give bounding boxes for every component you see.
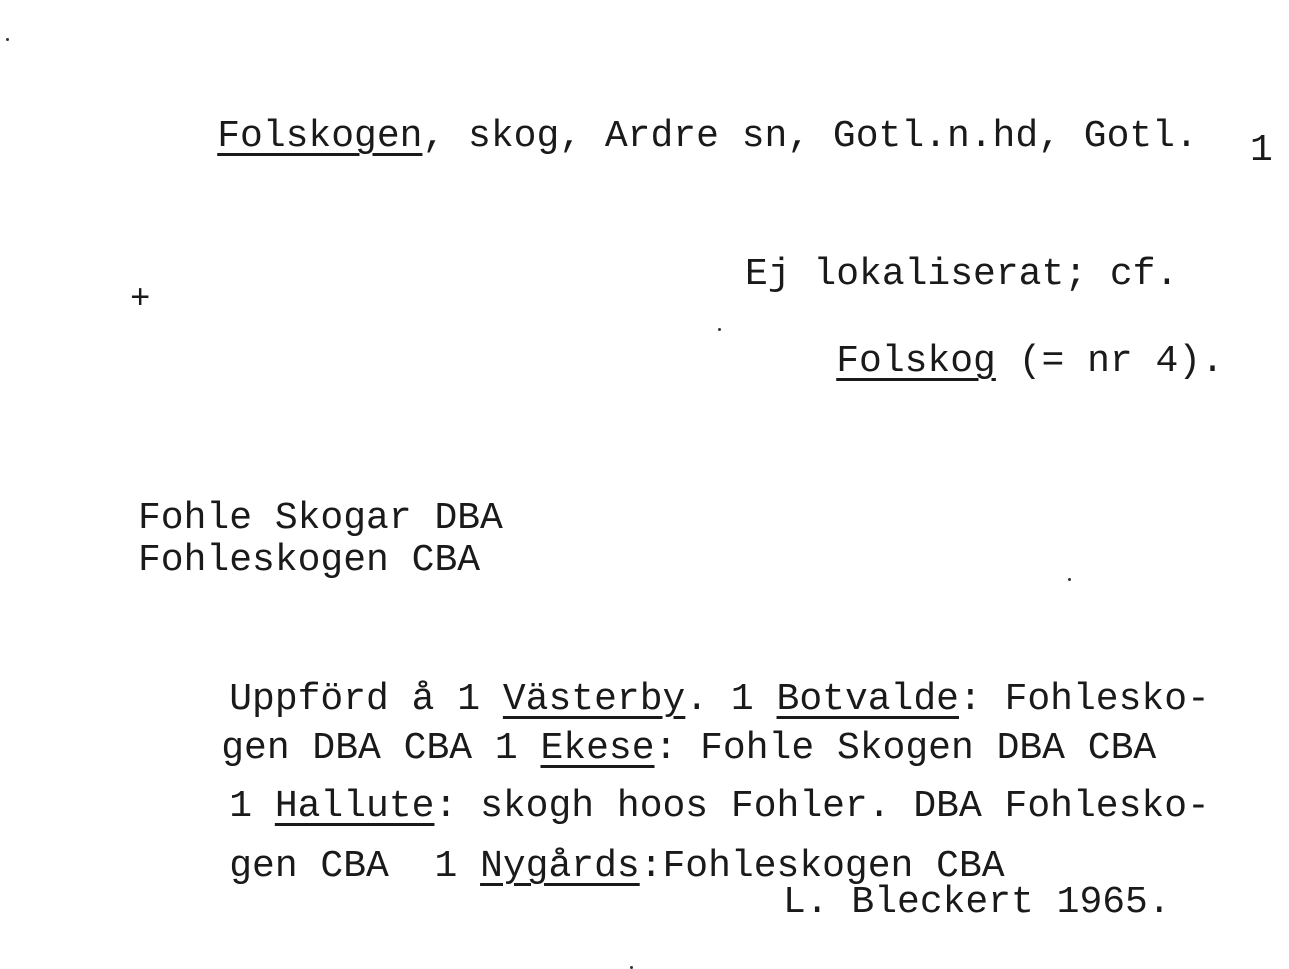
heading-line — [126, 80, 1198, 194]
form-line-1: Fohle Skogar DBA — [138, 497, 503, 540]
farm-name-vasterby: Västerby — [502, 678, 686, 721]
place-description: , skog, Ardre sn, Gotl.n.hd, Gotl. — [422, 115, 1198, 158]
card-number: 1 — [1250, 129, 1273, 172]
plus-mark: + — [130, 281, 151, 319]
farm-name-hallute: Hallute — [274, 785, 435, 828]
form-line-2: Fohleskogen CBA — [138, 539, 481, 582]
text-segment: 1 — [229, 785, 275, 828]
scan-speck — [718, 328, 721, 331]
scan-speck — [1068, 578, 1071, 581]
place-name: Folskogen — [217, 115, 423, 158]
text-segment: gen DBA CBA 1 — [221, 727, 541, 770]
text-segment: : skogh hoos Fohler. DBA Fohlesko- — [434, 785, 1210, 828]
note-line-1: Ej lokaliserat; cf. — [745, 253, 1179, 296]
note-line-2 — [745, 305, 1224, 419]
text-segment: Uppförd å 1 — [229, 678, 503, 721]
farm-name-ekese: Ekese — [540, 727, 655, 770]
text-segment: :Fohleskogen CBA — [639, 845, 1005, 888]
signature: L. Bleckert 1965. — [783, 881, 1171, 924]
farm-name-botvalde: Botvalde — [776, 678, 959, 721]
text-segment: gen CBA 1 — [229, 845, 481, 888]
farm-name-nygards: Nygårds — [480, 845, 640, 888]
cross-reference-number: (= nr 4). — [995, 340, 1224, 383]
cross-reference: Folskog — [836, 340, 996, 383]
text-segment: : Fohle Skogen DBA CBA — [654, 727, 1157, 770]
scan-speck — [6, 38, 9, 41]
text-segment: . 1 — [685, 678, 777, 721]
text-segment: : Fohlesko- — [958, 678, 1210, 721]
